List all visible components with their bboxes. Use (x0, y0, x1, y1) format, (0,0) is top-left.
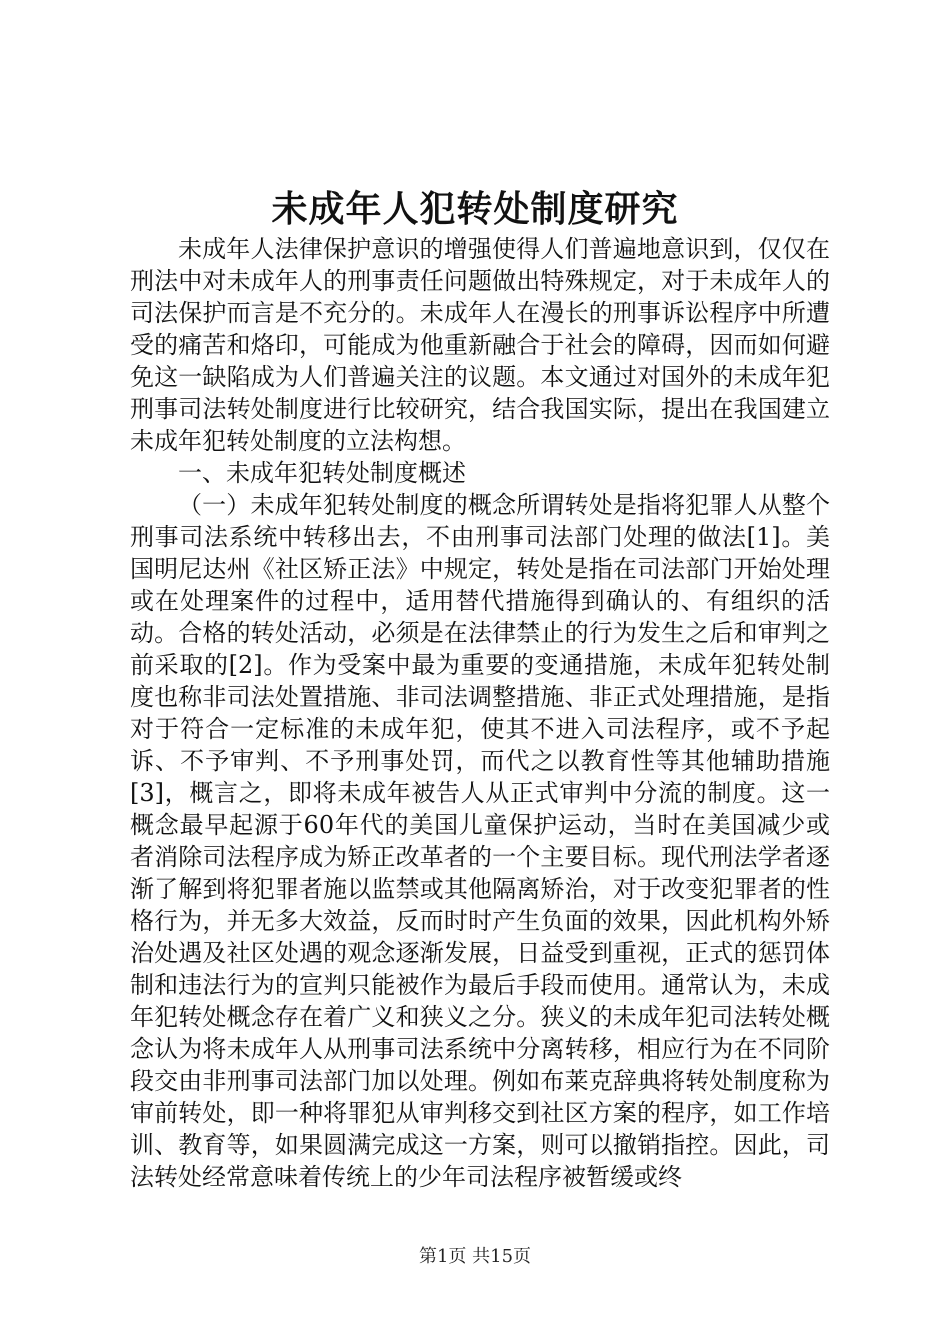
document-title: 未成年人犯转处制度研究 (271, 188, 679, 230)
body-paragraph: （一）未成年犯转处制度的概念所谓转处是指将犯罪人从整个刑事司法系统中转移出去，不由刑事司法部门处理的做法[1]。美国明尼达州《社区矫正法》中规定，转处是指在司法部门开始处理或在处理案件的过程中，适用替代措施得到确认的、有组织的活动。合格的转处活动，必须是在法律禁止的行为发生之后和审判之前采取的[2]。作为受案中最为重要的变通措施，未成年犯转处制度也称非司法处置措施、非司法调整措施、非正式处理措施，是指对于符合一定标准的未成年犯，使其不进入司法程序，或不予起诉、不予审判、不予刑事处罚，而代之以教育性等其他辅助措施[3]，概言之，即将未成年被告人从正式审判中分流的制度。这一概念最早起源于60年代的美国儿童保护运动，当时在美国减少或者消除司法程序成为矫正改革者的一个主要目标。现代刑法学者逐渐了解到将犯罪者施以监禁或其他隔离矫治，对于改变犯罪者的性格行为，并无多大效益，反而时时产生负面的效果，因此机构外矫治处遇及社区处遇的观念逐渐发展，日益受到重视，正式的惩罚体制和违法行为的宣判只能被作为最后手段而使用。通常认为，未成年犯转处概念存在着广义和狭义之分。狭义的未成年犯司法转处概念认为将未成年人从刑事司法系统中分离转移，相应行为在不同阶段交由非刑事司法部门加以处理。例如布莱克辞典将转处制度称为审前转处，即一种将罪犯从审判移交到社区方案的程序，如工作培训、教育等，如果圆满完成这一方案，则可以撤销指控。因此，司法转处经常意味着传统上的少年司法程序被暂缓或终 (130, 491, 830, 1191)
intro-paragraph: 未成年人法律保护意识的增强使得人们普遍地意识到，仅仅在刑法中对未成年人的刑事责任问题做出特殊规定，对于未成年人的司法保护而言是不充分的。未成年人在漫长的刑事诉讼程序中所遭受的痛苦和烙印，可能成为他重新融合于社会的障碍，因而如何避免这一缺陷成为人们普遍关注的议题。本文通过对国外的未成年犯刑事司法转处制度进行比较研究，结合我国实际，提出在我国建立未成年犯转处制度的立法构想。 (130, 235, 830, 455)
document-body (130, 233, 830, 1193)
section-heading: 一、未成年犯转处制度概述 (178, 459, 466, 487)
page-footer: 第1页 共15页 (418, 1246, 532, 1267)
